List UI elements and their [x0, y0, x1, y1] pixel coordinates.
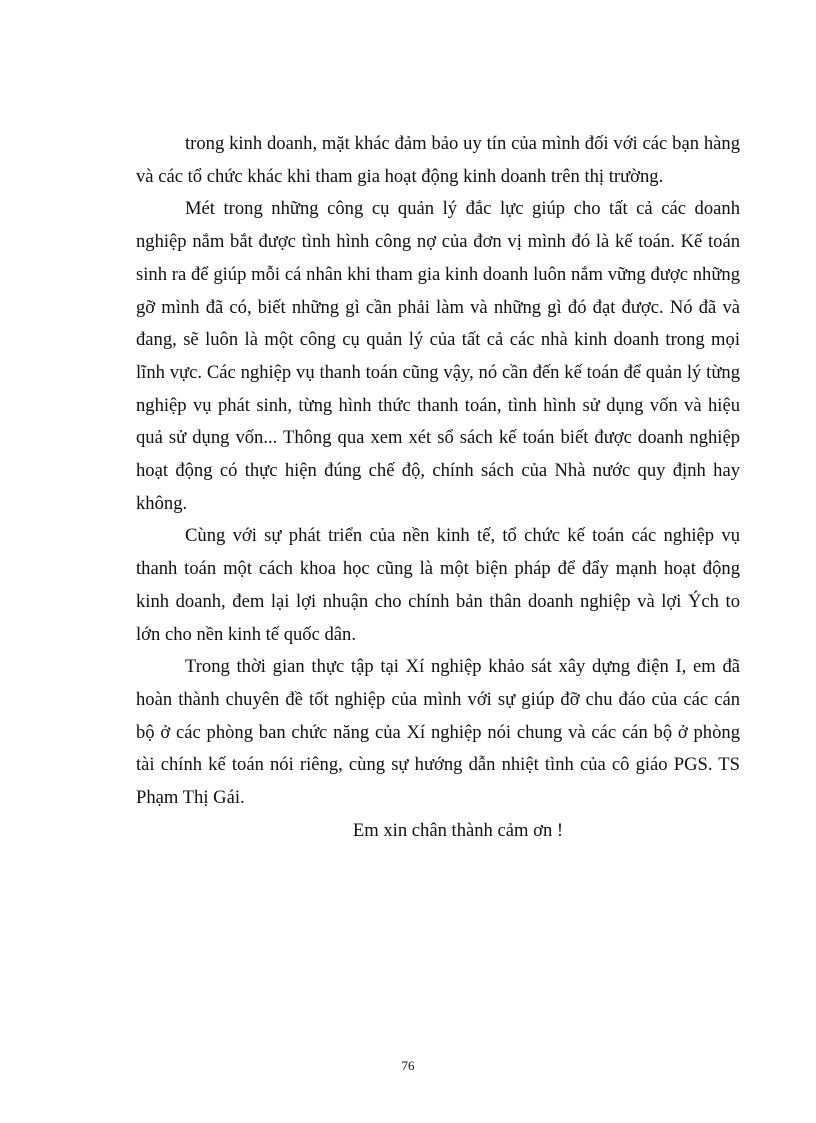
paragraph-1: trong kinh doanh, mặt khác đảm bảo uy tín của mình đối với các bạn hàng và các tổ chức khác khi tham gia hoạt động kinh doanh trên thị trường.: [136, 133, 740, 187]
paragraph-4: Trong thời gian thực tập tại Xí nghiệp khảo sát xây dựng điện I, em đã hoàn thành chuyên đề tốt nghiệp của mình với sự giúp đỡ chu đáo của các cán bộ ở các phòng ban chức năng của Xí nghiệp nói chung và các cán bộ ở phòng tài chính kế toán nói riêng, cùng sự hướng dẫn nhiệt tình của cô giáo PGS. TS Phạm Thị Gái.: [136, 656, 740, 809]
page-number: 76: [401, 1058, 415, 1073]
closing-line: Em xin chân thành cảm ơn !: [352, 819, 564, 841]
paragraph-3: Cùng với sự phát triển của nền kinh tế, tổ chức kế toán các nghiệp vụ thanh toán một cách khoa học cũng là một biện pháp để đẩy mạnh hoạt động kinh doanh, đem lại lợi nhuận cho chính bản thân doanh nghiệp và lợi Ých to lớn cho nền kinh tế quốc dân.: [136, 525, 740, 645]
body-text: [136, 128, 740, 847]
paragraph-2: Mét trong những công cụ quản lý đắc lực giúp cho tất cả các doanh nghiệp nắm bắt được tình hình công nợ của đơn vị mình đó là kế toán. Kế toán sinh ra để giúp mỗi cá nhân khi tham gia kinh doanh luôn nắm vững được những gỡ mình đã có, biết những gì cần phải làm và những gì đó đạt được. Nó đã và đang, sẽ luôn là một công cụ quản lý của tất cả các nhà kinh doanh trong mọi lĩnh vực. Các nghiệp vụ thanh toán cũng vậy, nó cần đến kế toán để quản lý từng nghiệp vụ phát sinh, từng hình thức thanh toán, tình hình sử dụng vốn và hiệu quả sử dụng vốn... Thông qua xem xét sổ sách kế toán biết được doanh nghiệp hoạt động có thực hiện đúng chế độ, chính sách của Nhà nước quy định hay không.: [136, 198, 740, 514]
